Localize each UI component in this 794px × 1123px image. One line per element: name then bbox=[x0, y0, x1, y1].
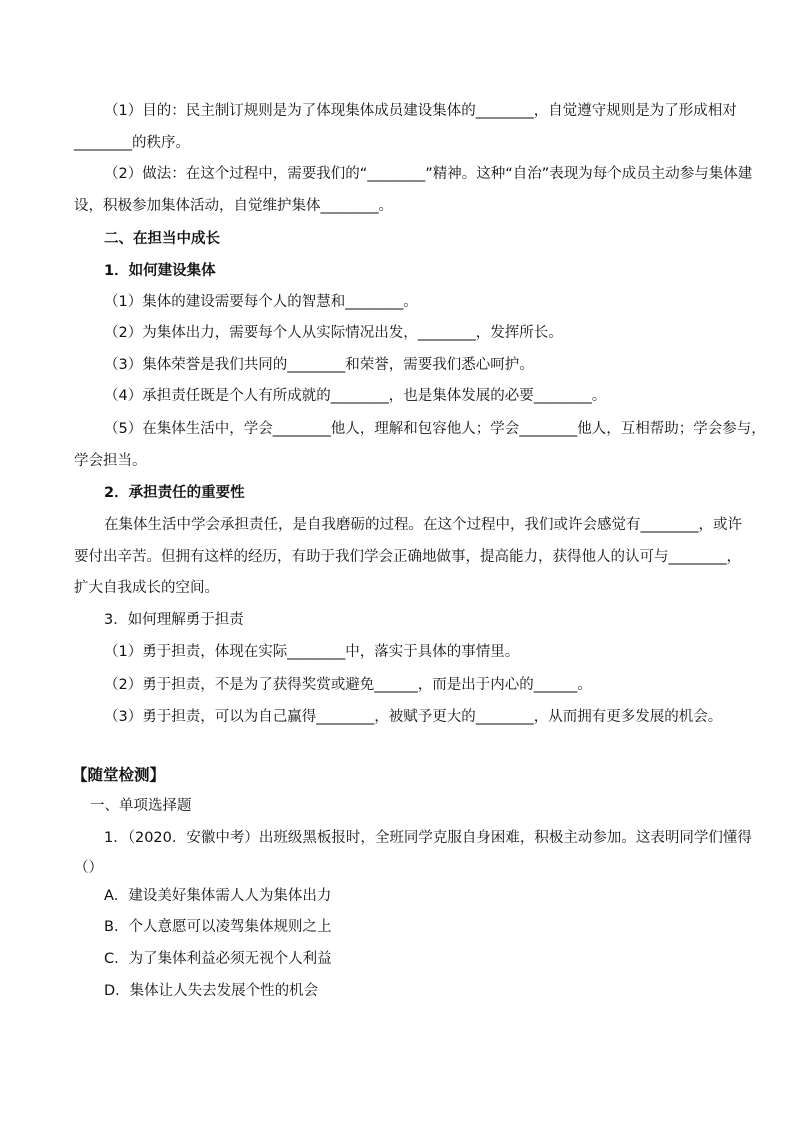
option-a: A．建设美好集体需人人为集体出力 bbox=[104, 888, 332, 904]
question-type-title: 一、单项选择题 bbox=[90, 798, 192, 814]
item-method-line2: 设，积极参加集体活动，自觉维护集体________。 bbox=[74, 198, 393, 214]
subsection-title-brave: 3．如何理解勇于担责 bbox=[104, 612, 244, 628]
brave-item-2: （2）勇于担责，不是为了获得奖赏或避免______，而是出于内心的______。 bbox=[104, 677, 592, 693]
question-1-line2: （） bbox=[74, 860, 103, 876]
option-d: D．集体让人失去发展个性的机会 bbox=[104, 983, 319, 999]
option-b: B．个人意愿可以凌驾集体规则之上 bbox=[104, 919, 332, 935]
build-item-2: （2）为集体出力，需要每个人从实际情况出发，________，发挥所长。 bbox=[104, 325, 563, 341]
build-item-5-line1: （5）在集体生活中，学会________他人，理解和包容他人；学会________他人，互相帮助；学会参与， bbox=[104, 421, 766, 437]
item-goal-line1: （1）目的：民主制订规则是为了体现集体成员建设集体的________，自觉遵守规则是为了形成相对 bbox=[104, 103, 737, 119]
subsection-title-importance: 2．承担责任的重要性 bbox=[104, 485, 245, 501]
option-c: C．为了集体利益必须无视个人利益 bbox=[104, 951, 332, 967]
item-method-line1: （2）做法：在这个过程中，需要我们的“________”精神。这种“自治”表现为每个成员主动参与集体建 bbox=[104, 166, 753, 182]
importance-line1: 在集体生活中学会承担责任，是自我磨砺的过程。在这个过程中，我们或许会感觉有________，或许 bbox=[104, 517, 742, 533]
subsection-title-build: 1．如何建设集体 bbox=[104, 263, 216, 279]
build-item-3: （3）集体荣誉是我们共同的________和荣誉，需要我们悉心呵护。 bbox=[104, 357, 534, 373]
section-title: 二、在担当中成长 bbox=[104, 231, 220, 247]
importance-line3: 扩大自我成长的空间。 bbox=[74, 580, 219, 596]
quiz-heading: 【随堂检测】 bbox=[72, 766, 166, 784]
importance-line2: 要付出辛苦。但拥有这样的经历，有助于我们学会正确地做事，提高能力，获得他人的认可与________， bbox=[74, 549, 741, 565]
brave-item-3: （3）勇于担责，可以为自己赢得________，被赋予更大的________，从而拥有更多发展的机会。 bbox=[104, 709, 723, 725]
item-goal-line2: ________的秩序。 bbox=[74, 135, 190, 151]
build-item-1: （1）集体的建设需要每个人的智慧和________。 bbox=[104, 294, 418, 310]
brave-item-1: （1）勇于担责，体现在实际________中，落实于具体的事情里。 bbox=[104, 644, 520, 660]
question-1-line1: 1．（2020．安徽中考）出班级黑板报时，全班同学克服自身困难，积极主动参加。这表明同学们懂得 bbox=[104, 830, 752, 846]
build-item-4: （4）承担责任既是个人有所成就的________，也是集体发展的必要________。 bbox=[104, 388, 607, 404]
build-item-5-line2: 学会担当。 bbox=[74, 453, 147, 469]
